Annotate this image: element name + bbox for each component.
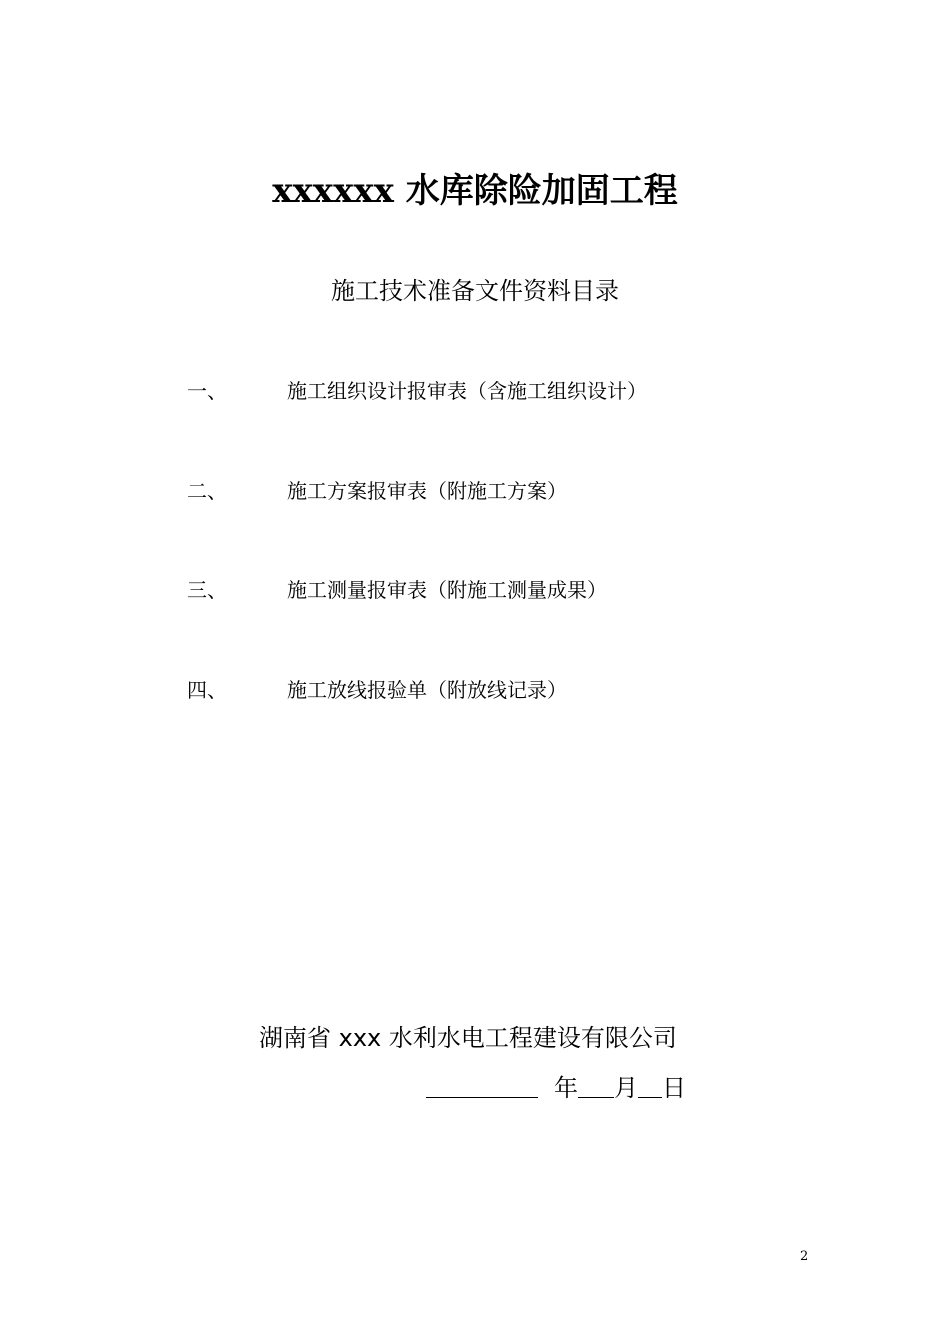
toc-item-number: 二、 [187, 479, 227, 503]
toc-item-2 [0, 476, 950, 506]
toc-item-text: 施工方案报审表（附施工方案） [287, 479, 567, 503]
toc-item-text: 施工放线报验单（附放线记录） [287, 678, 567, 702]
day-label: 日 [662, 1074, 686, 1102]
month-blank [578, 1070, 614, 1098]
company-name: 湖南省 xxx 水利水电工程建设有限公司 [259, 1024, 677, 1052]
toc-item-text: 施工测量报审表（附施工测量成果） [287, 578, 607, 602]
toc-item-3 [0, 575, 950, 605]
date-line [426, 1070, 686, 1106]
document-title: xxxxxx 水库除险加固工程 [272, 171, 678, 211]
toc-item-text: 施工组织设计报审表（含施工组织设计） [287, 379, 647, 403]
day-blank [638, 1070, 662, 1098]
toc-item-number: 四、 [187, 678, 227, 702]
toc-item-number: 三、 [187, 578, 227, 602]
year-label: 年 [554, 1074, 578, 1102]
toc-item-4 [0, 675, 950, 705]
month-label: 月 [614, 1074, 638, 1102]
toc-item-number: 一、 [187, 379, 227, 403]
document-subtitle: 施工技术准备文件资料目录 [331, 277, 619, 305]
page-number: 2 [800, 1249, 809, 1264]
toc-item-1 [0, 376, 950, 406]
year-blank [426, 1070, 538, 1098]
